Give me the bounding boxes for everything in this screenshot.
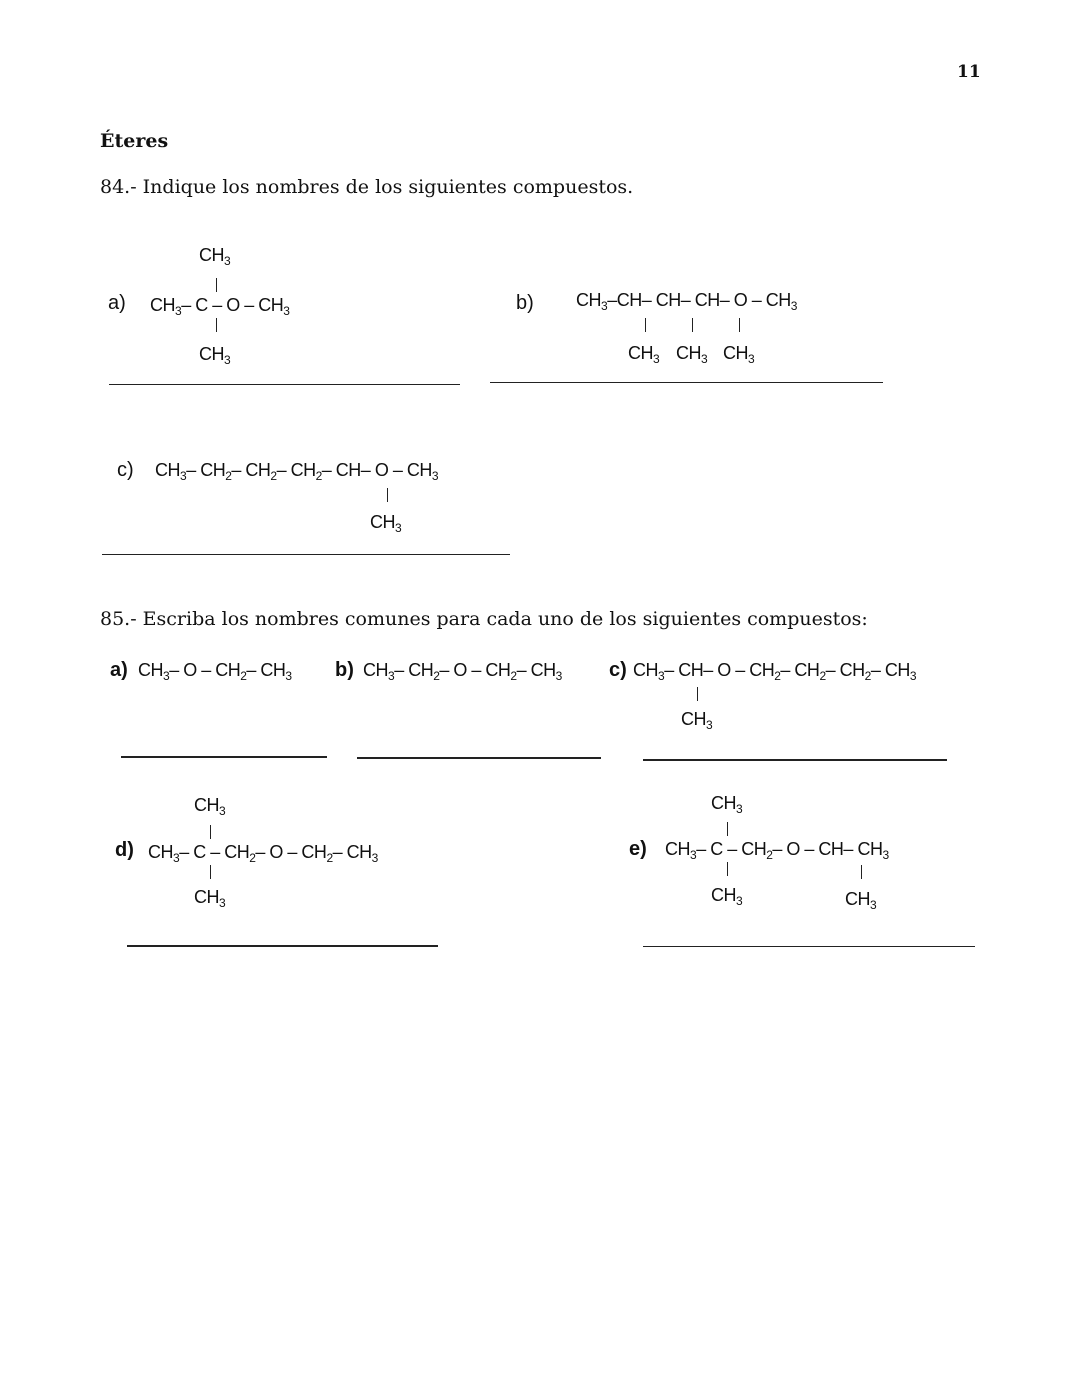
q85-e-top-substituent: $CH_3$ — [711, 793, 743, 816]
q84-a-main-chain: $CH_3-$ C – O – $CH_3$ — [150, 295, 290, 318]
q84-c-bond — [387, 488, 388, 502]
q84-b-main-chain: $CH_3-CH-$ CH– CH– O – $CH_3$ — [576, 290, 797, 313]
question-84-prompt: 84.- Indique los nombres de los siguientes compuestos. — [100, 176, 634, 198]
q84-a-bottom-substituent: $CH_3$ — [199, 344, 231, 367]
q85-e-main-chain: $CH_3-$ C – $CH_2-$ O – CH– $CH_3$ — [665, 839, 889, 862]
q84-c-answer-line[interactable] — [102, 554, 510, 555]
q84-a-bond-bottom — [216, 318, 217, 332]
q85-d-main-chain: $CH_3-$ C – $CH_2-$ O – $CH_2-$ $CH_3$ — [148, 842, 378, 865]
q84-b-answer-line[interactable] — [490, 382, 883, 383]
q84-a-top-substituent: $CH_3$ — [199, 245, 231, 268]
q85-b-answer-line[interactable] — [357, 757, 601, 759]
q85-e-bond-top — [727, 822, 728, 836]
q85-e-bond-sub — [861, 865, 862, 879]
q85-b-label: b) — [335, 659, 354, 681]
q85-d-label: d) — [115, 839, 134, 861]
q85-a-answer-line[interactable] — [121, 756, 327, 758]
q85-a-label: a) — [110, 659, 128, 681]
q84-b-sub-2: $CH_3$ — [676, 343, 708, 366]
q85-e-sub: $CH_3$ — [845, 889, 877, 912]
q85-b-formula: $CH_3-$ $CH_2-$ O – $CH_2-$ $CH_3$ — [363, 660, 562, 683]
q84-b-bond-2 — [692, 318, 693, 332]
q85-c-bond — [697, 687, 698, 701]
q85-e-bottom-substituent: $CH_3$ — [711, 885, 743, 908]
q85-d-top-substituent: $CH_3$ — [194, 795, 226, 818]
q84-c-label: c) — [117, 459, 134, 481]
q84-b-sub-3: $CH_3$ — [723, 343, 755, 366]
q85-c-sub: $CH_3$ — [681, 709, 713, 732]
q84-a-answer-line[interactable] — [109, 384, 460, 385]
q85-c-main-chain: $CH_3-$ CH– O – $CH_2-$ $CH_2-$ $CH_2-$ $CH_3$ — [633, 660, 917, 683]
q84-c-main-chain: $CH_3-$ $CH_2-$ $CH_2-$ $CH_2-$ CH– O – $CH_3$ — [155, 460, 439, 483]
q85-d-bond-top — [210, 825, 211, 839]
q84-a-label: a) — [108, 292, 126, 314]
q84-b-bond-1 — [645, 318, 646, 332]
q85-e-answer-line[interactable] — [643, 946, 975, 947]
q85-e-label: e) — [629, 838, 647, 860]
q84-b-label: b) — [516, 292, 534, 314]
q85-d-bond-bottom — [210, 865, 211, 879]
q85-d-bottom-substituent: $CH_3$ — [194, 887, 226, 910]
q85-e-bond-bottom — [727, 862, 728, 876]
q85-c-label: c) — [609, 659, 627, 681]
q84-b-bond-3 — [739, 318, 740, 332]
q84-b-sub-1: $CH_3$ — [628, 343, 660, 366]
q85-a-formula: $CH_3-$ O – $CH_2-$ $CH_3$ — [138, 660, 292, 683]
page-number: 11 — [957, 62, 981, 82]
section-title: Éteres — [100, 130, 169, 152]
question-85-prompt: 85.- Escriba los nombres comunes para cada uno de los siguientes compuestos: — [100, 608, 868, 630]
q84-c-sub: $CH_3$ — [370, 512, 402, 535]
q84-a-bond-top — [216, 278, 217, 292]
q85-d-answer-line[interactable] — [127, 945, 438, 947]
q85-c-answer-line[interactable] — [643, 759, 947, 761]
